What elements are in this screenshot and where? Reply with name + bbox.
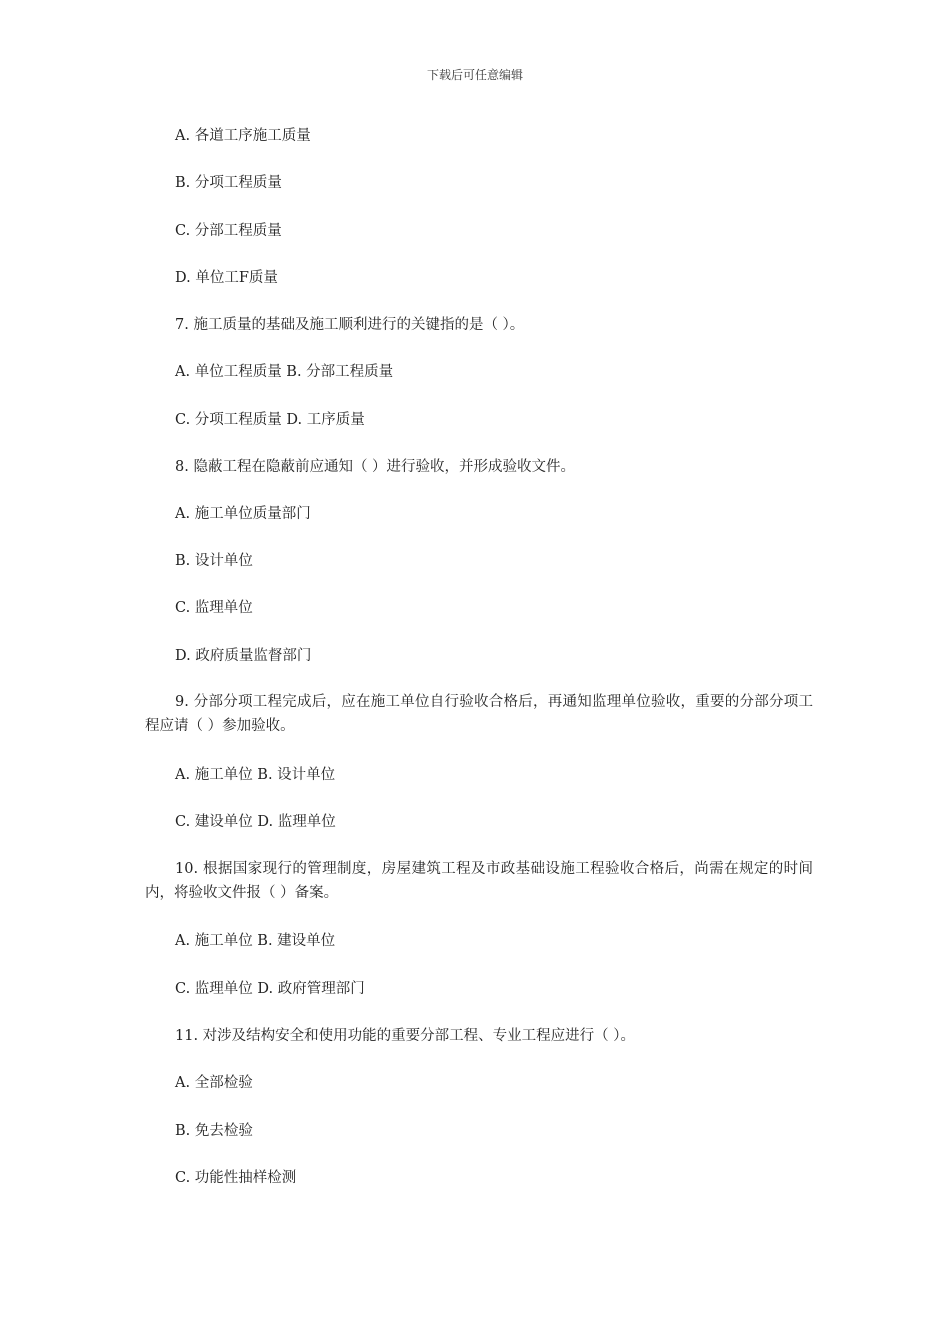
question-line: 8. 隐蔽工程在隐蔽前应通知（ ）进行验收，并形成验收文件。 [175, 459, 576, 475]
option-line: A. 单位工程质量 B. 分部工程质量 [175, 364, 394, 380]
question-line: 11. 对涉及结构安全和使用功能的重要分部工程、专业工程应进行（ ）。 [175, 1028, 636, 1044]
option-line: B. 免去检验 [175, 1123, 253, 1139]
option-line: B. 设计单位 [175, 553, 253, 569]
option-line: C. 建设单位 D. 监理单位 [175, 814, 336, 830]
option-line: D. 政府质量监督部门 [175, 648, 312, 664]
question-paragraph: 10. 根据国家现行的管理制度，房屋建筑工程及市政基础设施工程验收合格后，尚需在规定的时间内，将验收文件报（ ）备案。 [145, 861, 813, 901]
option-line: C. 功能性抽样检测 [175, 1170, 297, 1186]
option-line: A. 施工单位 B. 设计单位 [175, 767, 336, 783]
question-paragraph: 9. 分部分项工程完成后，应在施工单位自行验收合格后，再通知监理单位验收，重要的分部分项工程应请（ ）参加验收。 [145, 694, 813, 734]
option-line: A. 各道工序施工质量 [175, 128, 311, 144]
page-header: 下载后可任意编辑 [426, 68, 523, 82]
question-line: 7. 施工质量的基础及施工顺利进行的关键指的是（ ）。 [175, 317, 525, 333]
option-line: C. 监理单位 D. 政府管理部门 [175, 981, 365, 997]
option-line: A. 全部检验 [175, 1075, 253, 1091]
option-line: C. 分部工程质量 [175, 223, 282, 239]
option-line: C. 分项工程质量 D. 工序质量 [175, 412, 365, 428]
option-line: A. 施工单位 B. 建设单位 [175, 933, 336, 949]
option-line: C. 监理单位 [175, 600, 253, 616]
option-line: B. 分项工程质量 [175, 175, 282, 191]
option-line: D. 单位工F质量 [175, 270, 278, 286]
option-line: A. 施工单位质量部门 [175, 506, 311, 522]
